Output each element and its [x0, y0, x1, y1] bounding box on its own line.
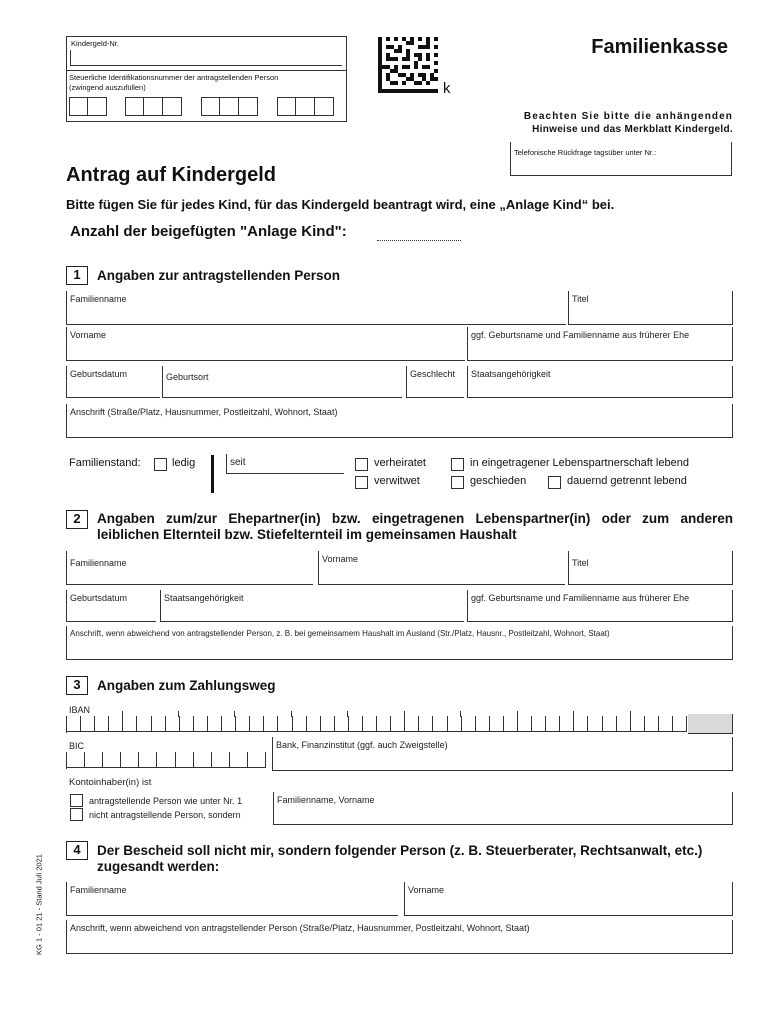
s1-anschrift-field[interactable]: [66, 404, 733, 438]
anlage-count-input[interactable]: [377, 239, 461, 241]
s1-familienname-field[interactable]: [66, 291, 566, 325]
s2-familienname-label: Familienname: [70, 558, 127, 568]
qr-suffix: k: [443, 80, 451, 97]
page-title: Antrag auf Kindergeld: [66, 164, 277, 186]
phone-label: Telefonische Rückfrage tagsüber unter Nr.:: [514, 148, 657, 157]
iban-tick-3: [234, 711, 235, 717]
section-2-number: 2: [66, 510, 88, 529]
s4-vorname-field[interactable]: [404, 882, 733, 916]
kontoinhaber-opt2-label: nicht antragstellende Person, sondern: [89, 810, 241, 820]
s2-anschrift-field[interactable]: [66, 626, 733, 660]
steuer-id-boxes-3[interactable]: [201, 97, 258, 116]
s4-vorname-label: Vorname: [408, 885, 445, 895]
familienstand-divider: [211, 455, 214, 493]
section-4-title-line-2: zugesandt werden:: [97, 859, 220, 874]
s1-anschrift-label: Anschrift (Straße/Platz, Hausnummer, Postleitzahl, Wohnort, Staat): [70, 407, 338, 417]
section-3-number: 3: [66, 676, 88, 695]
notice-line-2: Hinweise und das Merkblatt Kindergeld.: [532, 124, 733, 135]
section-4-number: 4: [66, 841, 88, 860]
section-2-title-line-1: Angaben zum/zur Ehepartner(in) bzw. eingetragenen Lebenspartner(in) oder zum anderen: [97, 511, 733, 526]
s1-geburtsdatum-field[interactable]: [66, 366, 160, 398]
bic-label: BIC: [69, 741, 85, 751]
kontoinhaber-opt2-checkbox[interactable]: [70, 808, 83, 821]
iban-input[interactable]: [66, 716, 686, 733]
s2-vorname-field[interactable]: [318, 551, 565, 585]
kontoinhaber-name-field[interactable]: [273, 792, 733, 825]
s1-titel-field[interactable]: [568, 291, 733, 325]
kontoinhaber-name-label: Familienname, Vorname: [277, 795, 375, 805]
form-version-note: KG 1 - 01 21 - Stand Juli 2021: [34, 854, 44, 955]
s1-geschlecht-field[interactable]: [406, 366, 464, 398]
notice-line-1: Beachten Sie bitte die anhängenden: [523, 111, 733, 122]
section-1-title: Angaben zur antragstellenden Person: [97, 268, 341, 283]
section-4-title-line-1: Der Bescheid soll nicht mir, sondern folgender Person (z. B. Steuerberater, Rechtsanwalt, etc.): [97, 843, 703, 858]
s2-geburtsdatum-field[interactable]: [66, 590, 156, 622]
verwitwet-label: verwitwet: [374, 475, 420, 487]
lebenspartnerschaft-checkbox[interactable]: [451, 458, 464, 471]
s1-vorname-field[interactable]: [66, 327, 465, 361]
s1-staatsangehoerigkeit-field[interactable]: [467, 366, 733, 398]
iban-tick-1: [122, 711, 123, 717]
steuer-id-boxes-1[interactable]: [69, 97, 107, 116]
s1-geburtsdatum-label: Geburtsdatum: [70, 369, 128, 379]
header-divider: [66, 70, 347, 71]
s2-titel-field[interactable]: [568, 551, 733, 585]
kontoinhaber-opt1-checkbox[interactable]: [70, 794, 83, 807]
verheiratet-label: verheiratet: [374, 457, 426, 469]
steuer-id-boxes-4[interactable]: [277, 97, 334, 116]
s1-vorname-label: Vorname: [70, 330, 107, 340]
office-title: Familienkasse: [591, 36, 728, 58]
iban-tick-2: [178, 711, 179, 717]
steuer-id-label: Steuerliche Identifikationsnummer der antragstellenden Person: [69, 73, 279, 82]
s1-titel-label: Titel: [572, 294, 589, 304]
s4-anschrift-label: Anschrift, wenn abweichend von antragstellender Person (Straße/Platz, Hausnummer, Postleitzahl, Wohnort, Staat): [70, 923, 530, 933]
geschieden-checkbox[interactable]: [451, 476, 464, 489]
kindergeld-nr-label: Kindergeld-Nr.: [71, 39, 119, 48]
kontoinhaber-opt1-label: antragstellende Person wie unter Nr. 1: [89, 796, 243, 806]
s2-geburtsdatum-label: Geburtsdatum: [70, 593, 128, 603]
steuer-id-boxes-2[interactable]: [125, 97, 182, 116]
iban-tick-5: [347, 711, 348, 717]
iban-check-area: [688, 714, 733, 734]
section-3-title: Angaben zum Zahlungsweg: [97, 678, 276, 693]
s2-geburtsname-field[interactable]: [467, 590, 733, 622]
iban-tick-9: [573, 711, 574, 717]
s4-familienname-field[interactable]: [66, 882, 398, 916]
geschieden-label: geschieden: [470, 475, 527, 487]
steuer-id-label-note: (zwingend auszufüllen): [69, 83, 146, 92]
seit-label: seit: [230, 457, 246, 468]
section-1-number: 1: [66, 266, 88, 285]
verheiratet-checkbox[interactable]: [355, 458, 368, 471]
s2-titel-label: Titel: [572, 558, 589, 568]
bank-field[interactable]: [272, 737, 733, 771]
ledig-checkbox[interactable]: [154, 458, 167, 471]
bic-input[interactable]: [66, 752, 266, 769]
s2-staatsangehoerigkeit-field[interactable]: [160, 590, 464, 622]
iban-tick-7: [460, 711, 461, 717]
s4-anschrift-field[interactable]: [66, 920, 733, 954]
kontoinhaber-label: Kontoinhaber(in) ist: [69, 777, 152, 788]
s4-familienname-label: Familienname: [70, 885, 127, 895]
intro-text: Bitte fügen Sie für jedes Kind, für das Kindergeld beantragt wird, eine „Anlage Kind“ bei.: [66, 197, 615, 212]
bank-label: Bank, Finanzinstitut (ggf. auch Zweigstelle): [276, 740, 448, 750]
qr-code-icon: [378, 37, 438, 93]
anlage-count-label: Anzahl der beigefügten "Anlage Kind":: [70, 223, 347, 240]
iban-tick-6: [404, 711, 405, 717]
s1-geburtsort-label: Geburtsort: [166, 372, 209, 382]
familienstand-label: Familienstand:: [69, 457, 141, 469]
ledig-label: ledig: [172, 457, 196, 469]
iban-label: IBAN: [69, 705, 91, 715]
iban-tick-4: [291, 711, 292, 717]
s1-staatsangehoerigkeit-label: Staatsangehörigkeit: [471, 369, 551, 379]
s2-familienname-field[interactable]: [66, 551, 313, 585]
iban-tick-10: [630, 711, 631, 717]
s2-staatsangehoerigkeit-label: Staatsangehörigkeit: [164, 593, 244, 603]
kindergeld-nr-input[interactable]: [70, 50, 342, 66]
bic-cells: [67, 752, 266, 768]
verwitwet-checkbox[interactable]: [355, 476, 368, 489]
s1-familienname-label: Familienname: [70, 294, 127, 304]
iban-tick-8: [517, 711, 518, 717]
lebenspartnerschaft-label: in eingetragener Lebenspartnerschaft lebend: [470, 457, 689, 469]
s2-vorname-label: Vorname: [322, 554, 359, 564]
s1-geburtsname-label: ggf. Geburtsname und Familienname aus früherer Ehe: [471, 330, 690, 340]
s2-geburtsname-label: ggf. Geburtsname und Familienname aus früherer Ehe: [471, 593, 690, 603]
getrennt-checkbox[interactable]: [548, 476, 561, 489]
s1-geburtsname-field[interactable]: [467, 327, 733, 361]
s1-geschlecht-label: Geschlecht: [410, 369, 456, 379]
iban-cells: [67, 716, 687, 732]
section-2-title-line-2: leiblichen Elternteil bzw. Stiefelternteil im gemeinsamen Haushalt: [97, 527, 517, 542]
seit-field[interactable]: [226, 454, 344, 474]
s1-geburtsort-field[interactable]: [162, 366, 402, 398]
s2-anschrift-label: Anschrift, wenn abweichend von antragstellender Person, z. B. bei gemeinsamem Haushalt im Ausland (Str./Platz, Hausnr., Postleitzahl, Wohnort, Staat): [70, 629, 610, 638]
getrennt-label: dauernd getrennt lebend: [567, 475, 687, 487]
